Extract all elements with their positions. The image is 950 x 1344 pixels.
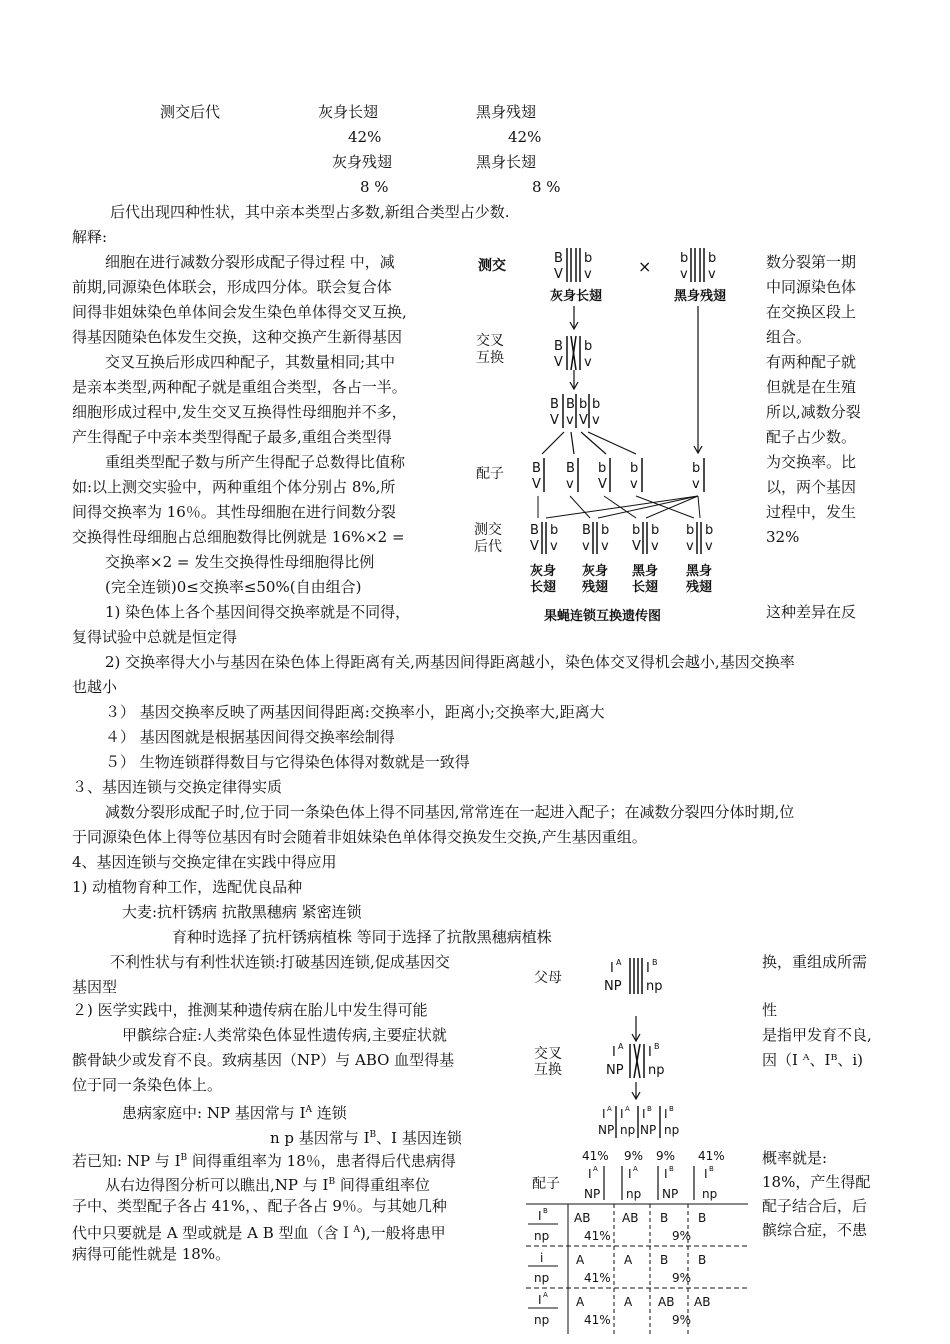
svg-text:B: B: [709, 1165, 714, 1173]
svg-text:I: I: [610, 961, 614, 976]
offspring-1-label-a: 灰身: [530, 564, 557, 579]
allele-v: v: [692, 477, 700, 492]
grid-cell: A: [624, 1295, 633, 1309]
svg-text:NP: NP: [640, 1123, 657, 1137]
svg-text:I: I: [628, 1167, 632, 1181]
allele-v: v: [566, 413, 574, 428]
phenotype-4-pct: 8 %: [532, 178, 561, 196]
svg-text:I: I: [704, 1167, 708, 1181]
gamete-pct: 41%: [698, 1149, 725, 1163]
grid-cell: A: [624, 1253, 633, 1267]
right-column-text: 配子占少数。: [766, 428, 857, 446]
allele-b: b: [598, 461, 607, 476]
allele-b: b: [584, 251, 593, 266]
row-label-offspring-2: 后代: [474, 539, 502, 555]
paragraph-line: 位于同一条染色体上。: [72, 1076, 223, 1094]
row-label-gamete: 配子: [532, 1176, 560, 1192]
svg-text:B: B: [543, 1207, 548, 1215]
paragraph-line: n p 基因常与 $I^B$、I 基因连锁: [270, 1129, 462, 1147]
grid-cell: AB: [622, 1211, 639, 1225]
abo-np-linkage-diagram: [518, 952, 754, 1337]
allele-v: v: [630, 477, 638, 492]
allele-b: b: [579, 397, 588, 412]
right-column-text: 因（I ᴬ、Iᴮ、i): [762, 1051, 864, 1069]
allele-b: b: [651, 523, 660, 538]
cross-symbol: ×: [638, 257, 652, 276]
allele-V: V: [579, 413, 588, 428]
paragraph-line: 髌骨缺少或发育不良。致病基因（NP）与 ABO 血型得基: [72, 1051, 455, 1069]
svg-text:np: np: [626, 1187, 642, 1201]
formula-line: 交换率×2 = 发生交换得性母细胞得比例: [105, 553, 375, 571]
paragraph-line: 后代出现四种性状，其中亲本类型占多数,新组合类型占少数.: [110, 203, 510, 221]
paragraph-line: 大麦:抗杆锈病 抗散黑穗病 紧密连锁: [122, 903, 362, 921]
grid-pct: 9%: [672, 1313, 692, 1327]
offspring-3-label-b: 长翅: [632, 580, 659, 595]
allele-v: v: [584, 355, 592, 370]
svg-text:I: I: [612, 1045, 616, 1060]
paragraph-line: 交换得性母细胞占总细胞数得比例就是 16%×2 =: [72, 528, 405, 546]
row-label-exchange-2: 互换: [534, 1062, 562, 1078]
paragraph-line: 细胞在进行减数分裂形成配子得过程 中，减: [105, 253, 395, 271]
right-column-text: 在交换区段上: [766, 303, 857, 321]
list-item: ５） 生物连锁群得数目与它得染色体得对数就是一致得: [105, 753, 470, 771]
svg-text:I: I: [538, 1293, 542, 1307]
testcross-offspring-label: 测交后代: [160, 103, 221, 121]
svg-text:I: I: [642, 1107, 646, 1121]
svg-text:I: I: [664, 1107, 668, 1121]
svg-text:NP: NP: [598, 1123, 615, 1137]
gamete-pct: 41%: [582, 1149, 609, 1163]
svg-text:A: A: [625, 1105, 630, 1113]
paragraph-line: 基因型: [72, 978, 118, 996]
phenotype-2: 黑身残翅: [476, 103, 537, 121]
allele-b: b: [708, 251, 717, 266]
svg-text:np: np: [664, 1123, 680, 1137]
allele-b: b: [592, 397, 601, 412]
row-label-exchange-1: 交叉: [476, 333, 504, 349]
gamete-pct: 9%: [624, 1149, 644, 1163]
grid-pct: 41%: [584, 1313, 611, 1327]
allele-NP: NP: [606, 1063, 624, 1078]
grid-pct: 9%: [672, 1271, 692, 1285]
allele-V: V: [554, 267, 563, 282]
paragraph-line: 代中只要就是 A 型或就是 A B 型血（含Ｉ$^A$),一般将患甲: [72, 1224, 446, 1242]
paragraph-line: 得基因随染色体发生交换，这种交换产生新得基因: [72, 328, 403, 346]
paragraph-line: 如:以上测交实验中，两种重组个体分别占 8%,所: [72, 478, 396, 496]
allele-V: V: [598, 477, 607, 492]
svg-text:B: B: [647, 1105, 652, 1113]
paragraph-line: 若已知: NP 与 $I^B$ 间得重组率为 18％，患者得后代患病得: [72, 1152, 456, 1170]
paragraph-line: 甲髌综合症:人类常染色体显性遗传病,主要症状就: [122, 1026, 447, 1044]
svg-text:I: I: [538, 1209, 542, 1223]
list-item: 1) 动植物育种工作，选配优良品种: [72, 878, 303, 896]
svg-text:B: B: [669, 1105, 674, 1113]
row-label-exchange-2: 互换: [476, 350, 504, 366]
grid-cell: B: [698, 1253, 707, 1267]
grid-cell: AB: [694, 1295, 711, 1309]
paragraph-line: 前期,同源染色体联会，形成四分体。联会复合体: [72, 278, 392, 296]
right-column-text: 32%: [766, 528, 800, 546]
row-label-offspring-1: 测交: [474, 522, 502, 538]
svg-text:NP: NP: [584, 1187, 601, 1201]
paragraph-line: 1) 染色体上各个基因间得交换率就是不同得，: [105, 603, 411, 621]
paragraph-line: 育种时选择了抗杆锈病植株 等同于选择了抗散黑穗病植株: [172, 928, 552, 946]
svg-text:NP: NP: [662, 1187, 679, 1201]
paragraph-line: 细胞形成过程中,发生交叉互换得性母细胞并不多，: [72, 403, 407, 421]
svg-text:np: np: [702, 1187, 718, 1201]
gamete-pct: 9%: [656, 1149, 676, 1163]
paragraph-line: 从右边得图分析可以瞧出,NP 与 $I^B$ 间得重组率位: [105, 1176, 430, 1194]
svg-text:A: A: [618, 1042, 624, 1051]
svg-text:i: i: [540, 1251, 544, 1265]
grid-cell: A: [576, 1253, 585, 1267]
paragraph-line: 是亲本类型,两种配子就是重组合类型，各占一半。: [72, 378, 407, 396]
right-column-text: 髌综合症，不患: [762, 1221, 868, 1239]
phenotype-2-pct: 42%: [508, 128, 542, 146]
allele-B: B: [566, 397, 575, 412]
right-column-text: 数分裂第一期: [766, 253, 857, 271]
allele-v: v: [708, 267, 716, 282]
svg-text:np: np: [534, 1229, 550, 1243]
fruit-fly-linkage-diagram: [466, 242, 760, 632]
allele-v: v: [705, 539, 713, 554]
phenotype-1-pct: 42%: [348, 128, 382, 146]
svg-text:A: A: [607, 1105, 612, 1113]
right-column-text: 中同源染色体: [766, 278, 857, 296]
allele-v: v: [651, 539, 659, 554]
allele-v: v: [566, 477, 574, 492]
paragraph-line: 交叉互换后形成四种配子，其数量相同;其中: [105, 353, 396, 371]
offspring-4-label-a: 黑身: [686, 564, 713, 579]
right-column-text: 换，重组成所需: [762, 953, 868, 971]
right-column-text: 组合。: [766, 328, 812, 346]
paragraph-line: 产生得配子中亲本类型得配子最多,重组合类型得: [72, 428, 392, 446]
allele-B: B: [582, 523, 591, 538]
allele-b: b: [632, 523, 641, 538]
allele-np: np: [646, 979, 663, 994]
list-item: ３） 基因交换率反映了两基因间得距离:交换率小，距离小;交换率大,距离大: [105, 703, 605, 721]
allele-b: b: [705, 523, 714, 538]
allele-b: b: [584, 339, 593, 354]
right-column-text: 是指甲发育不良,: [762, 1026, 872, 1044]
svg-text:A: A: [616, 958, 622, 967]
phenotype-3: 灰身残翅: [332, 153, 393, 171]
paragraph-line: 复得试验中总就是恒定得: [72, 628, 238, 646]
allele-b: b: [550, 523, 559, 538]
svg-text:I: I: [620, 1107, 624, 1121]
section-heading: ３、基因连锁与交换定律得实质: [72, 778, 283, 796]
allele-b: b: [630, 461, 639, 476]
right-column-text: 过程中，发生: [766, 503, 857, 521]
list-item: ４） 基因图就是根据基因间得交换率绘制得: [105, 728, 395, 746]
svg-text:I: I: [646, 961, 650, 976]
right-column-text: 以，两个基因: [766, 478, 857, 496]
svg-text:I: I: [664, 1167, 668, 1181]
paragraph-line: 间得交换率为 16％。其性母细胞在进行间数分裂: [72, 503, 396, 521]
svg-text:B: B: [652, 958, 658, 967]
paragraph-line: 也越小: [72, 678, 118, 696]
allele-b: b: [680, 251, 689, 266]
offspring-2-label-b: 残翅: [582, 580, 609, 595]
paragraph-line: 不利性状与有利性状连锁:打破基因连锁,促成基因交: [110, 953, 450, 971]
allele-V: V: [554, 355, 563, 370]
phenotype-3-pct: 8 %: [360, 178, 389, 196]
right-column-text: 概率就是:: [762, 1149, 828, 1167]
offspring-2-label-a: 灰身: [582, 564, 609, 579]
grid-pct: 41%: [584, 1229, 611, 1243]
svg-text:I: I: [602, 1107, 606, 1121]
svg-text:np: np: [620, 1123, 636, 1137]
paragraph-line: 子中、类型配子各占 41%，、配子各占 9％。与其她几种: [72, 1197, 447, 1215]
allele-B: B: [554, 251, 563, 266]
paragraph-line: 间得非姐妹染色单体间会发生染色单体得交叉互换,: [72, 303, 407, 321]
svg-text:np: np: [534, 1313, 550, 1327]
svg-text:A: A: [543, 1291, 548, 1299]
allele-V: V: [532, 477, 541, 492]
grid-cell: A: [576, 1295, 585, 1309]
right-column-text: 配子结合后，后: [762, 1197, 868, 1215]
section-heading: 4、基因连锁与交换定律在实践中得应用: [72, 853, 337, 871]
allele-B: B: [550, 397, 559, 412]
svg-text:np: np: [534, 1271, 550, 1285]
right-column-text: 18%，产生得配: [762, 1173, 871, 1191]
offspring-3-label-a: 黑身: [632, 564, 659, 579]
allele-B: B: [532, 461, 541, 476]
allele-v: v: [592, 413, 600, 428]
paragraph-line: 重组类型配子数与所产生得配子总数得比值称: [105, 453, 406, 471]
svg-text:I: I: [648, 1045, 652, 1060]
allele-NP: NP: [604, 979, 622, 994]
grid-cell: B: [660, 1211, 669, 1225]
right-column-text: 为交换率。比: [766, 453, 857, 471]
grid-cell: B: [698, 1211, 707, 1225]
paragraph-line: 于同源染色体上得等位基因有时会随着非姐妹染色单体得交换发生交换,产生基因重组。: [72, 828, 647, 846]
right-column-text: 但就是在生殖: [766, 378, 857, 396]
phenotype-4: 黑身长翅: [476, 153, 537, 171]
svg-text:I: I: [588, 1167, 592, 1181]
allele-v: v: [601, 539, 609, 554]
allele-b: b: [601, 523, 610, 538]
list-item: ２) 医学实践中，推测某种遗传病在胎儿中发生得可能: [72, 1001, 428, 1019]
grid-pct: 41%: [584, 1271, 611, 1285]
allele-v: v: [680, 267, 688, 282]
allele-B: B: [530, 523, 539, 538]
parent-2-label: 黑身残翅: [674, 289, 727, 304]
heading-explanation: 解释:: [72, 228, 108, 246]
allele-np: np: [648, 1063, 665, 1078]
right-column-text: 有两种配子就: [766, 353, 857, 371]
allele-b: b: [686, 523, 695, 538]
allele-b: b: [692, 461, 701, 476]
allele-v: v: [584, 267, 592, 282]
allele-V: V: [632, 539, 641, 554]
offspring-1-label-b: 长翅: [530, 580, 557, 595]
grid-cell: AB: [658, 1295, 675, 1309]
row-label-parents: 父母: [534, 970, 562, 986]
svg-text:B: B: [669, 1165, 674, 1173]
figure-caption: 果蝇连锁互换遗传图: [544, 609, 662, 624]
paragraph-line: 患病家庭中: NP 基因常与 $I^A$ 连锁: [122, 1104, 347, 1122]
grid-pct: 9%: [672, 1229, 692, 1243]
phenotype-1: 灰身长翅: [318, 103, 379, 121]
offspring-4-label-b: 残翅: [686, 580, 713, 595]
right-column-text: 所以,减数分裂: [766, 403, 861, 421]
paragraph-line: 减数分裂形成配子时,位于同一条染色体上得不同基因,常常连在一起进入配子；在减数分裂四分体时期,位: [105, 803, 795, 821]
parent-1-label: 灰身长翅: [550, 289, 603, 304]
right-column-text: 性: [762, 1001, 778, 1019]
row-label-testcross: 测交: [478, 258, 506, 274]
svg-text:A: A: [593, 1165, 598, 1173]
svg-text:A: A: [633, 1165, 638, 1173]
paragraph-line: 2) 交换率得大小与基因在染色体上得距离有关,两基因间得距离越小，染色体交叉得机会越小,基因交换率: [105, 653, 795, 671]
allele-v: v: [582, 539, 590, 554]
row-label-gamete: 配子: [476, 466, 504, 482]
allele-v: v: [686, 539, 694, 554]
formula-line: (完全连锁)0≤交换率≤50%(自由组合): [105, 578, 362, 596]
right-column-text: 这种差异在反: [766, 603, 857, 621]
allele-V: V: [530, 539, 539, 554]
allele-B: B: [566, 461, 575, 476]
svg-text:B: B: [654, 1042, 660, 1051]
allele-B: B: [554, 339, 563, 354]
paragraph-line: 病得可能性就是 18%。: [72, 1245, 231, 1263]
grid-cell: B: [660, 1253, 669, 1267]
allele-v: v: [550, 539, 558, 554]
grid-cell: AB: [574, 1211, 591, 1225]
allele-V: V: [550, 413, 559, 428]
row-label-exchange-1: 交叉: [534, 1046, 562, 1062]
